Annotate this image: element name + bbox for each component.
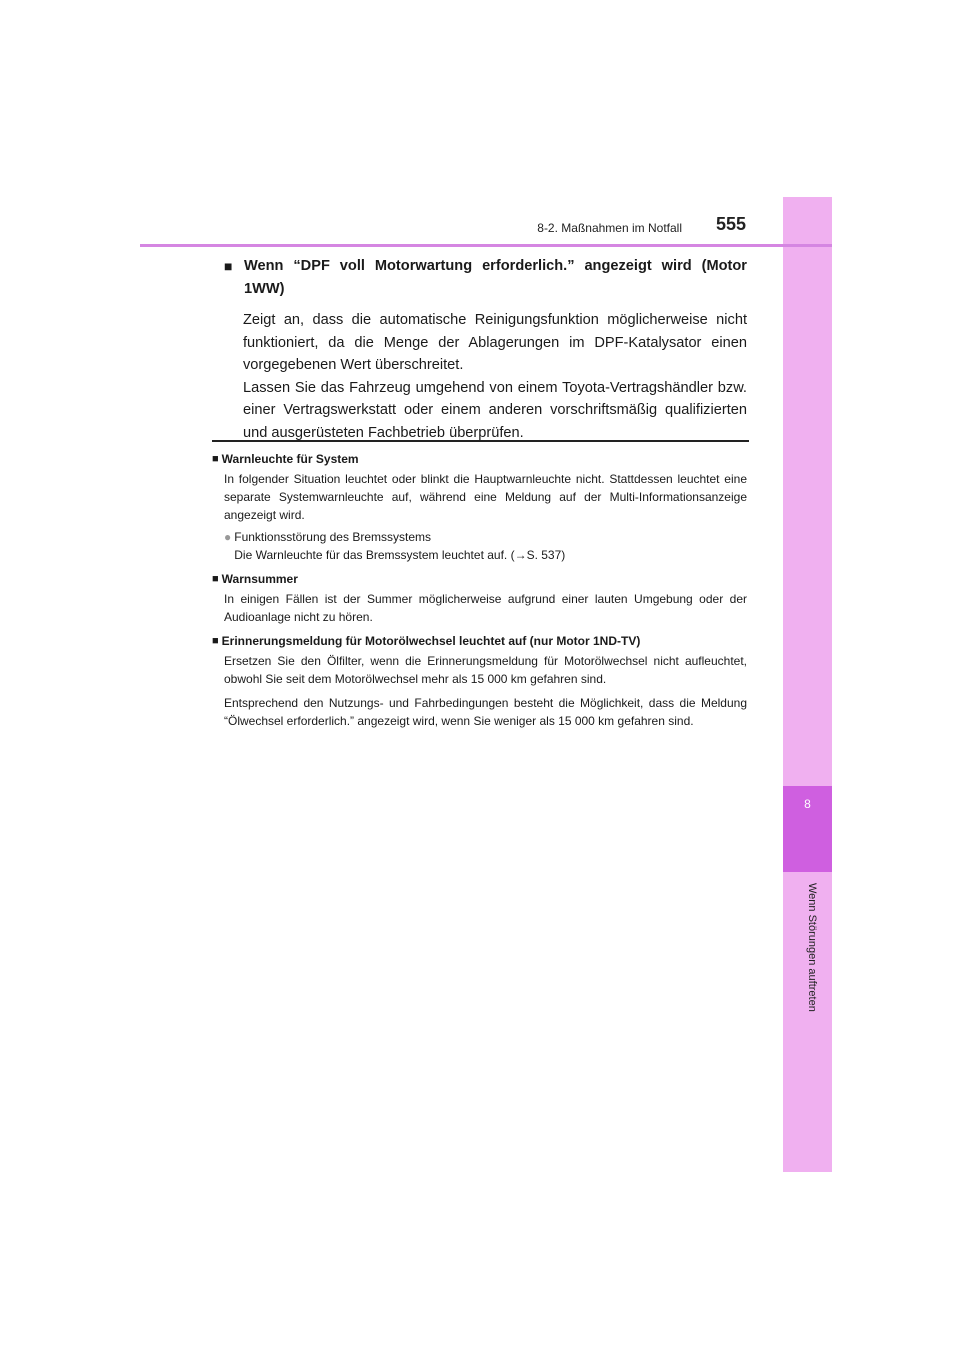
section-title: 8-2. Maßnahmen im Notfall	[537, 221, 682, 235]
chapter-number-tab[interactable]: 8	[783, 786, 832, 872]
note-text: Entsprechend den Nutzungs- und Fahrbedingungen besteht die Möglichkeit, dass die Meldung “Ölwechsel erforderlich.” angezeigt wird, wenn Sie weniger als 15 000 km gefahren sind.	[224, 696, 747, 728]
note-title: Warnleuchte für System	[221, 452, 359, 466]
paragraph: Lassen Sie das Fahrzeug umgehend von einem Toyota-Vertragshändler bzw. einer Vertragswerkstatt oder einem anderen vorschriftsmäßig qualifizierten und ausgerüsteten Fachbetrieb überprüfen.	[243, 379, 747, 441]
note-heading	[212, 450, 747, 468]
note-text: In folgender Situation leuchtet oder blinkt die Hauptwarnleuchte nicht. Stattdessen leuchtet eine separate Systemwarnleuchte auf, während eine Meldung auf der Multi-Informationsanzeige angezeigt wird.	[224, 472, 747, 522]
dpf-warning-heading	[224, 255, 747, 301]
note-heading	[212, 632, 747, 650]
section-divider	[212, 440, 749, 442]
note-title: Warnsummer	[221, 572, 298, 586]
note-text: In einigen Fällen ist der Summer möglicherweise aufgrund einer lauten Umgebung oder der Audioanlage nicht zu hören.	[224, 592, 747, 624]
dpf-warning-body	[243, 309, 747, 444]
square-bullet-icon: ■	[212, 573, 219, 585]
chapter-label: Wenn Störungen auftreten	[806, 883, 818, 1012]
list-item-title: Funktionsstörung des Bremssystems	[234, 530, 431, 544]
heading-text: Wenn “DPF voll Motorwartung erforderlich.” angezeigt wird (Motor 1WW)	[244, 258, 747, 297]
square-bullet-icon: ■	[212, 635, 219, 647]
square-bullet-icon: ■	[212, 453, 219, 465]
list-item	[224, 528, 747, 564]
note-title: Erinnerungsmeldung für Motorölwechsel leuchtet auf (nur Motor 1ND-TV)	[221, 634, 641, 648]
circle-bullet-icon: ●	[224, 530, 232, 544]
header-divider	[140, 244, 832, 247]
paragraph: Zeigt an, dass die automatische Reinigungsfunktion möglicherweise nicht funktioniert, da die Menge der Ablagerungen im DPF-Katalysator einen vorgegebenen Wert überschreitet.	[243, 312, 747, 373]
list-item-text[interactable]: Die Warnleuchte für das Bremssystem leuchtet auf. (→S. 537)	[234, 548, 566, 562]
note-text: Ersetzen Sie den Ölfilter, wenn die Erinnerungsmeldung für Motorölwechsel nicht aufleuchtet, obwohl Sie seit dem Motorölwechsel mehr als 15 000 km gefahren sind.	[224, 654, 747, 686]
note-heading	[212, 570, 747, 588]
list-item-content	[234, 528, 565, 564]
page-number: 555	[716, 214, 747, 234]
dpf-warning-block	[224, 255, 747, 444]
square-bullet-icon: ■	[224, 258, 233, 274]
notes-block	[212, 450, 747, 730]
